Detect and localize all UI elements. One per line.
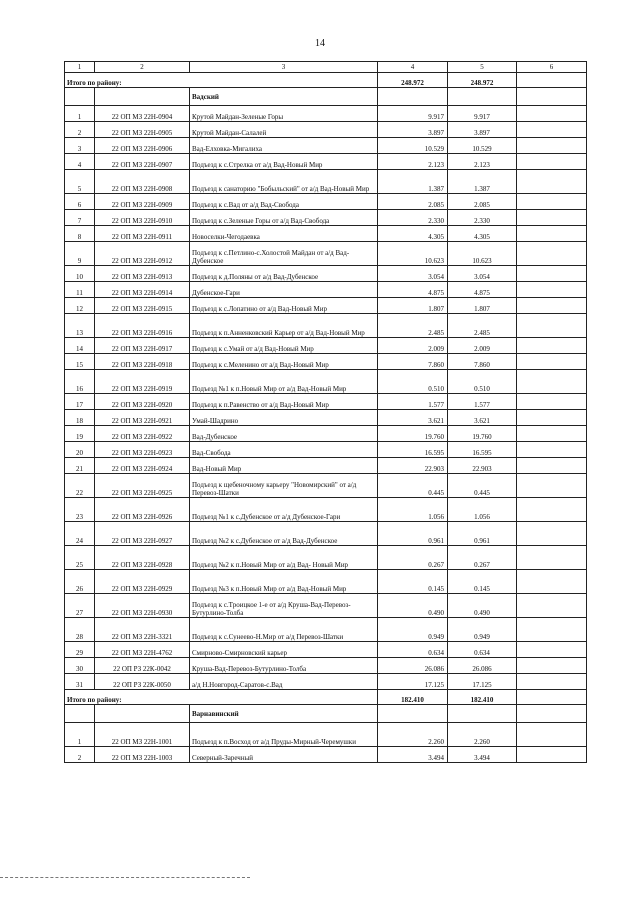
road-code: 22 ОП МЗ 22Н-0912: [95, 242, 190, 266]
road-name: Подъезд к п.Анненковский Карьер от а/д Вад-Новый Мир: [190, 314, 378, 338]
table-row: [65, 426, 587, 442]
road-name: Подъезд №1 к п.Новый Мир от а/д Вад-Новый Мир: [190, 370, 378, 394]
row-number: 30: [65, 658, 95, 674]
length-col5: 0.949: [448, 618, 517, 642]
empty-cell: [378, 88, 448, 106]
table-row: [65, 618, 587, 642]
length-col4: 16.595: [378, 442, 448, 458]
table-row: [65, 298, 587, 314]
empty-cell: [517, 88, 587, 106]
header-row: [65, 62, 587, 73]
table-row: [65, 194, 587, 210]
empty-cell: [517, 194, 587, 210]
table-row: [65, 226, 587, 242]
empty-cell: [517, 73, 587, 88]
length-col5: 4.875: [448, 282, 517, 298]
length-col5: 16.595: [448, 442, 517, 458]
road-code: 22 ОП РЗ 22К-0050: [95, 674, 190, 690]
table-row: [65, 338, 587, 354]
length-col4: 0.267: [378, 546, 448, 570]
road-code: 22 ОП МЗ 22Н-0923: [95, 442, 190, 458]
row-number: 1: [65, 723, 95, 747]
length-col4: 1.807: [378, 298, 448, 314]
length-col5: 26.086: [448, 658, 517, 674]
length-col4: 0.145: [378, 570, 448, 594]
empty-cell: [65, 705, 95, 723]
road-code: 22 ОП МЗ 22Н-0928: [95, 546, 190, 570]
road-name: Крутой Майдан-Зеленые Горы: [190, 106, 378, 122]
road-code: 22 ОП МЗ 22Н-0927: [95, 522, 190, 546]
row-number: 2: [65, 747, 95, 763]
length-col4: 2.330: [378, 210, 448, 226]
empty-cell: [517, 314, 587, 338]
length-col4: 10.529: [378, 138, 448, 154]
length-col5: 22.903: [448, 458, 517, 474]
road-code: 22 ОП МЗ 22Н-3321: [95, 618, 190, 642]
row-number: 16: [65, 370, 95, 394]
road-code: 22 ОП МЗ 22Н-0920: [95, 394, 190, 410]
table-row: [65, 266, 587, 282]
empty-cell: [517, 266, 587, 282]
road-name: Подъезд к с.Вад от а/д Вад-Свобода: [190, 194, 378, 210]
length-col5: 1.387: [448, 170, 517, 194]
table-row: [65, 642, 587, 658]
table-row: [65, 122, 587, 138]
road-name: Подъезд к с.Меленино от а/д Вад-Новый Мир: [190, 354, 378, 370]
length-col4: 19.760: [378, 426, 448, 442]
length-col5: 1.577: [448, 394, 517, 410]
length-col5: 17.125: [448, 674, 517, 690]
table-row: [65, 458, 587, 474]
road-name: Подъезд к с.Лопатино от а/д Вад-Новый Мир: [190, 298, 378, 314]
length-col5: 10.529: [448, 138, 517, 154]
empty-cell: [517, 658, 587, 674]
length-col5: 0.510: [448, 370, 517, 394]
length-col5: 0.961: [448, 522, 517, 546]
empty-cell: [517, 370, 587, 394]
row-number: 24: [65, 522, 95, 546]
road-name: Вад-Новый Мир: [190, 458, 378, 474]
road-name: Вад-Елховка-Мигалиха: [190, 138, 378, 154]
road-name: Новоселки-Чегодаевка: [190, 226, 378, 242]
empty-cell: [517, 594, 587, 618]
footer-line: [0, 877, 250, 879]
district-name: Вадский: [190, 88, 378, 106]
length-col4: 3.621: [378, 410, 448, 426]
row-number: 2: [65, 122, 95, 138]
header-cell: 1: [65, 62, 95, 73]
road-name: Подъезд №3 к п.Новый Мир от а/д Вад-Новый Мир: [190, 570, 378, 594]
total-row: [65, 73, 587, 88]
road-name: Смирново-Смирновский карьер: [190, 642, 378, 658]
length-col5: 7.860: [448, 354, 517, 370]
table-row: [65, 658, 587, 674]
road-name: Умай-Шадрино: [190, 410, 378, 426]
length-col4: 10.623: [378, 242, 448, 266]
row-number: 10: [65, 266, 95, 282]
table-row: [65, 498, 587, 522]
road-code: 22 ОП МЗ 22Н-0924: [95, 458, 190, 474]
road-name: Подъезд к санаторию "Бобыльский" от а/д Вад-Новый Мир: [190, 170, 378, 194]
road-name: а/д Н.Новгород-Саратов-с.Вад: [190, 674, 378, 690]
road-code: 22 ОП МЗ 22Н-0905: [95, 122, 190, 138]
length-col4: 0.490: [378, 594, 448, 618]
table-row: [65, 546, 587, 570]
length-col4: 0.445: [378, 474, 448, 498]
empty-cell: [517, 723, 587, 747]
road-name: Подъезд к с.Зеленые Горы от а/д Вад-Свобода: [190, 210, 378, 226]
empty-cell: [517, 618, 587, 642]
row-number: 3: [65, 138, 95, 154]
empty-cell: [517, 442, 587, 458]
total-value: 248.972: [448, 73, 517, 88]
road-code: 22 ОП МЗ 22Н-0921: [95, 410, 190, 426]
length-col5: 3.897: [448, 122, 517, 138]
table-row: [65, 282, 587, 298]
length-col5: 3.621: [448, 410, 517, 426]
road-code: 22 ОП МЗ 22Н-0926: [95, 498, 190, 522]
road-code: 22 ОП МЗ 22Н-0915: [95, 298, 190, 314]
road-name: Круша-Вад-Перевоз-Бутурлино-Толба: [190, 658, 378, 674]
road-name: Подъезд к д.Поляны от а/д Вад-Дубенское: [190, 266, 378, 282]
road-name: Подъезд к с.Петлино-с.Холостой Майдан от а/д Вад-Дубенское: [190, 242, 378, 266]
road-name: Подъезд к с.Стрелка от а/д Вад-Новый Мир: [190, 154, 378, 170]
road-code: 22 ОП МЗ 22Н-0919: [95, 370, 190, 394]
empty-cell: [517, 642, 587, 658]
road-code: 22 ОП МЗ 22Н-1003: [95, 747, 190, 763]
road-code: 22 ОП МЗ 22Н-0929: [95, 570, 190, 594]
empty-cell: [517, 354, 587, 370]
length-col4: 3.494: [378, 747, 448, 763]
length-col5: 1.056: [448, 498, 517, 522]
empty-cell: [517, 282, 587, 298]
row-number: 23: [65, 498, 95, 522]
road-code: 22 ОП МЗ 22Н-0917: [95, 338, 190, 354]
road-code: 22 ОП МЗ 22Н-0904: [95, 106, 190, 122]
length-col4: 0.949: [378, 618, 448, 642]
length-col5: 2.085: [448, 194, 517, 210]
road-name: Подъезд №1 к с.Дубенское от а/д Дубенское-Гари: [190, 498, 378, 522]
length-col4: 1.056: [378, 498, 448, 522]
total-value: 182.410: [378, 690, 448, 705]
row-number: 18: [65, 410, 95, 426]
empty-cell: [517, 690, 587, 705]
table-row: [65, 747, 587, 763]
empty-cell: [517, 546, 587, 570]
empty-cell: [448, 88, 517, 106]
road-name: Подъезд к п.Восход от а/д Пруды-Мирный-Черемушки: [190, 723, 378, 747]
empty-cell: [517, 426, 587, 442]
empty-cell: [517, 498, 587, 522]
road-code: 22 ОП МЗ 22Н-4762: [95, 642, 190, 658]
length-col4: 0.510: [378, 370, 448, 394]
road-name: Вад-Свобода: [190, 442, 378, 458]
road-code: 22 ОП МЗ 22Н-0911: [95, 226, 190, 242]
table-row: [65, 522, 587, 546]
header-cell: 5: [448, 62, 517, 73]
road-code: 22 ОП МЗ 22Н-0910: [95, 210, 190, 226]
length-col5: 0.634: [448, 642, 517, 658]
length-col5: 3.494: [448, 747, 517, 763]
empty-cell: [517, 394, 587, 410]
road-name: Подъезд к с.Сунеево-Н.Мир от а/д Перевоз-Шатки: [190, 618, 378, 642]
length-col4: 1.387: [378, 170, 448, 194]
empty-cell: [517, 458, 587, 474]
length-col5: 0.145: [448, 570, 517, 594]
empty-cell: [517, 170, 587, 194]
length-col4: 2.260: [378, 723, 448, 747]
length-col5: 19.760: [448, 426, 517, 442]
row-number: 9: [65, 242, 95, 266]
road-name: Подъезд к с.Троицкое 1-е от а/д Круша-Вад-Перевоз-Бутурлино-Толба: [190, 594, 378, 618]
empty-cell: [517, 570, 587, 594]
row-number: 1: [65, 106, 95, 122]
length-col4: 0.961: [378, 522, 448, 546]
road-name: Северный-Заречный: [190, 747, 378, 763]
length-col4: 2.123: [378, 154, 448, 170]
table-row: [65, 394, 587, 410]
road-name: Дубенское-Гари: [190, 282, 378, 298]
total-value: 182.410: [448, 690, 517, 705]
header-cell: 2: [95, 62, 190, 73]
row-number: 15: [65, 354, 95, 370]
total-row: [65, 690, 587, 705]
district-row: [65, 705, 587, 723]
table-row: [65, 474, 587, 498]
table-row: [65, 314, 587, 338]
row-number: 22: [65, 474, 95, 498]
road-code: 22 ОП МЗ 22Н-0922: [95, 426, 190, 442]
road-code: 22 ОП МЗ 22Н-0913: [95, 266, 190, 282]
length-col5: 2.485: [448, 314, 517, 338]
length-col4: 4.875: [378, 282, 448, 298]
empty-cell: [378, 705, 448, 723]
empty-cell: [517, 298, 587, 314]
length-col5: 2.330: [448, 210, 517, 226]
table-row: [65, 170, 587, 194]
length-col4: 2.009: [378, 338, 448, 354]
road-name: Подъезд к п.Равенство от а/д Вад-Новый Мир: [190, 394, 378, 410]
length-col5: 2.260: [448, 723, 517, 747]
length-col5: 2.009: [448, 338, 517, 354]
row-number: 28: [65, 618, 95, 642]
empty-cell: [517, 705, 587, 723]
table-row: [65, 442, 587, 458]
empty-cell: [65, 88, 95, 106]
empty-cell: [517, 226, 587, 242]
length-col4: 0.634: [378, 642, 448, 658]
row-number: 8: [65, 226, 95, 242]
row-number: 4: [65, 154, 95, 170]
row-number: 13: [65, 314, 95, 338]
road-code: 22 ОП МЗ 22Н-0930: [95, 594, 190, 618]
header-cell: 4: [378, 62, 448, 73]
empty-cell: [517, 338, 587, 354]
length-col5: 0.490: [448, 594, 517, 618]
row-number: 14: [65, 338, 95, 354]
table-row: [65, 154, 587, 170]
total-value: 248.972: [378, 73, 448, 88]
length-col5: 0.267: [448, 546, 517, 570]
length-col4: 9.917: [378, 106, 448, 122]
header-cell: 6: [517, 62, 587, 73]
length-col4: 4.305: [378, 226, 448, 242]
road-code: 22 ОП МЗ 22Н-0914: [95, 282, 190, 298]
road-name: Крутой Майдан-Салалей: [190, 122, 378, 138]
row-number: 21: [65, 458, 95, 474]
empty-cell: [517, 242, 587, 266]
row-number: 20: [65, 442, 95, 458]
length-col4: 2.485: [378, 314, 448, 338]
road-code: 22 ОП МЗ 22Н-0906: [95, 138, 190, 154]
table-row: [65, 242, 587, 266]
length-col5: 10.623: [448, 242, 517, 266]
length-col4: 2.085: [378, 194, 448, 210]
road-name: Подъезд №2 к с.Дубенское от а/д Вад-Дубенское: [190, 522, 378, 546]
road-name: Подъезд к щебеночному карьеру "Новомирский" от а/д Перевоз-Шатки: [190, 474, 378, 498]
road-name: Подъезд к с.Умай от а/д Вад-Новый Мир: [190, 338, 378, 354]
row-number: 17: [65, 394, 95, 410]
length-col5: 2.123: [448, 154, 517, 170]
table-row: [65, 210, 587, 226]
empty-cell: [517, 674, 587, 690]
table-row: [65, 354, 587, 370]
length-col4: 3.054: [378, 266, 448, 282]
row-number: 29: [65, 642, 95, 658]
length-col4: 7.860: [378, 354, 448, 370]
row-number: 27: [65, 594, 95, 618]
table-row: [65, 723, 587, 747]
road-code: 22 ОП МЗ 22Н-1001: [95, 723, 190, 747]
row-number: 12: [65, 298, 95, 314]
empty-cell: [448, 705, 517, 723]
road-code: 22 ОП МЗ 22Н-0908: [95, 170, 190, 194]
empty-cell: [517, 106, 587, 122]
empty-cell: [517, 154, 587, 170]
road-code: 22 ОП МЗ 22Н-0909: [95, 194, 190, 210]
row-number: 11: [65, 282, 95, 298]
roads-table: [64, 61, 587, 763]
length-col4: 17.125: [378, 674, 448, 690]
district-row: [65, 88, 587, 106]
road-code: 22 ОП МЗ 22Н-0925: [95, 474, 190, 498]
empty-cell: [517, 747, 587, 763]
empty-cell: [517, 210, 587, 226]
district-name: Варнавинский: [190, 705, 378, 723]
length-col5: 4.305: [448, 226, 517, 242]
length-col5: 0.445: [448, 474, 517, 498]
table-row: [65, 106, 587, 122]
total-label: Итого по району:: [65, 690, 378, 705]
empty-cell: [95, 88, 190, 106]
row-number: 6: [65, 194, 95, 210]
page-number: 14: [315, 38, 325, 49]
length-col4: 22.903: [378, 458, 448, 474]
header-cell: 3: [190, 62, 378, 73]
length-col4: 3.897: [378, 122, 448, 138]
length-col4: 26.086: [378, 658, 448, 674]
row-number: 5: [65, 170, 95, 194]
length-col5: 9.917: [448, 106, 517, 122]
empty-cell: [95, 705, 190, 723]
table-row: [65, 570, 587, 594]
length-col4: 1.577: [378, 394, 448, 410]
table-row: [65, 674, 587, 690]
empty-cell: [517, 474, 587, 498]
table-row: [65, 594, 587, 618]
row-number: 19: [65, 426, 95, 442]
row-number: 25: [65, 546, 95, 570]
row-number: 7: [65, 210, 95, 226]
table-row: [65, 370, 587, 394]
empty-cell: [517, 522, 587, 546]
table-row: [65, 138, 587, 154]
road-code: 22 ОП РЗ 22К-0042: [95, 658, 190, 674]
length-col5: 1.807: [448, 298, 517, 314]
total-label: Итого по району:: [65, 73, 378, 88]
road-name: Подъезд №2 к п.Новый Мир от а/д Вад- Новый Мир: [190, 546, 378, 570]
empty-cell: [517, 122, 587, 138]
road-code: 22 ОП МЗ 22Н-0918: [95, 354, 190, 370]
road-name: Вад-Дубенское: [190, 426, 378, 442]
row-number: 26: [65, 570, 95, 594]
road-code: 22 ОП МЗ 22Н-0907: [95, 154, 190, 170]
length-col5: 3.054: [448, 266, 517, 282]
row-number: 31: [65, 674, 95, 690]
empty-cell: [517, 410, 587, 426]
empty-cell: [517, 138, 587, 154]
table-row: [65, 410, 587, 426]
road-code: 22 ОП МЗ 22Н-0916: [95, 314, 190, 338]
